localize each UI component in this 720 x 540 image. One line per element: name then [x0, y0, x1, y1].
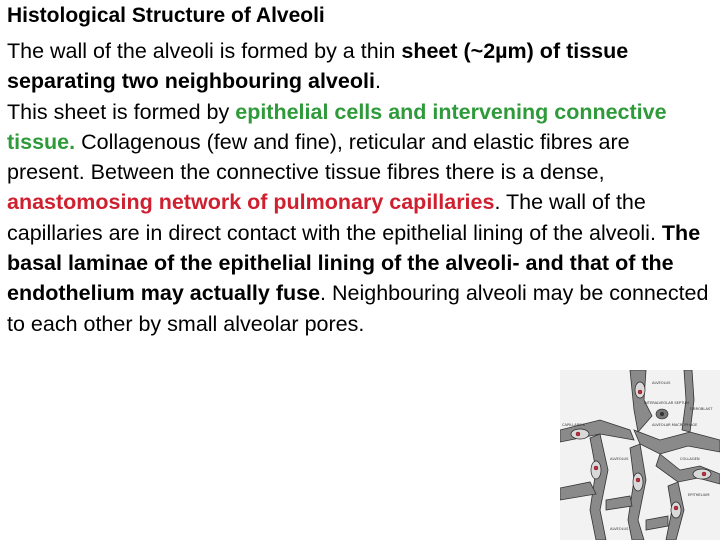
figure-label: INTERALVEOLAR SEPTUM — [644, 401, 690, 405]
alveoli-diagram — [560, 370, 720, 540]
text-run: . — [374, 69, 381, 94]
figure-label: CAPILLARIES — [562, 423, 585, 427]
text-run-highlight-red: anastomosing network of pulmonary capillaries — [7, 190, 495, 215]
text-run: . The wall of the capillaries are in direct contact with the epithelial lining of the alveoli. — [7, 190, 662, 245]
text-run: This sheet is formed by — [7, 99, 236, 124]
figure-label: EPITHELIUM — [688, 493, 710, 497]
figure-label: ALVEOLAR MACROPHAGE — [652, 423, 698, 427]
paragraph-alveolar-wall — [7, 36, 713, 97]
text-run-highlight-green: epithelial cells and intervening connective tissue. — [7, 99, 667, 154]
paragraph-sheet-composition — [7, 97, 713, 339]
figure-label: FIBROBLAST — [690, 407, 713, 411]
slide-body — [7, 36, 713, 339]
figure-label: ALVEOLUS — [652, 381, 671, 385]
text-run-bold: sheet (~2µm) of tissue separating two neighbouring alveoli — [7, 39, 629, 94]
text-run: Collagenous (few and fine), reticular and elastic fibres are present. Between the connective tissue fibres there is a dense, — [7, 129, 630, 185]
text-run: The wall of the alveoli is formed by a thin — [7, 39, 402, 63]
alveoli-histology-figure — [560, 370, 720, 540]
text-run-bold: The basal laminae of the epithelial lining of the alveoli- and that of the endothelium may actually fuse — [7, 220, 701, 306]
figure-label: ALVEOLUS — [610, 527, 629, 531]
slide-title: Histological Structure of Alveoli — [7, 4, 325, 27]
text-run: . Neighbouring alveoli may be connected to each other by small alveolar pores. — [7, 281, 709, 336]
figure-label: COLLAGEN — [680, 457, 700, 461]
figure-label: ALVEOLUS — [610, 457, 629, 461]
